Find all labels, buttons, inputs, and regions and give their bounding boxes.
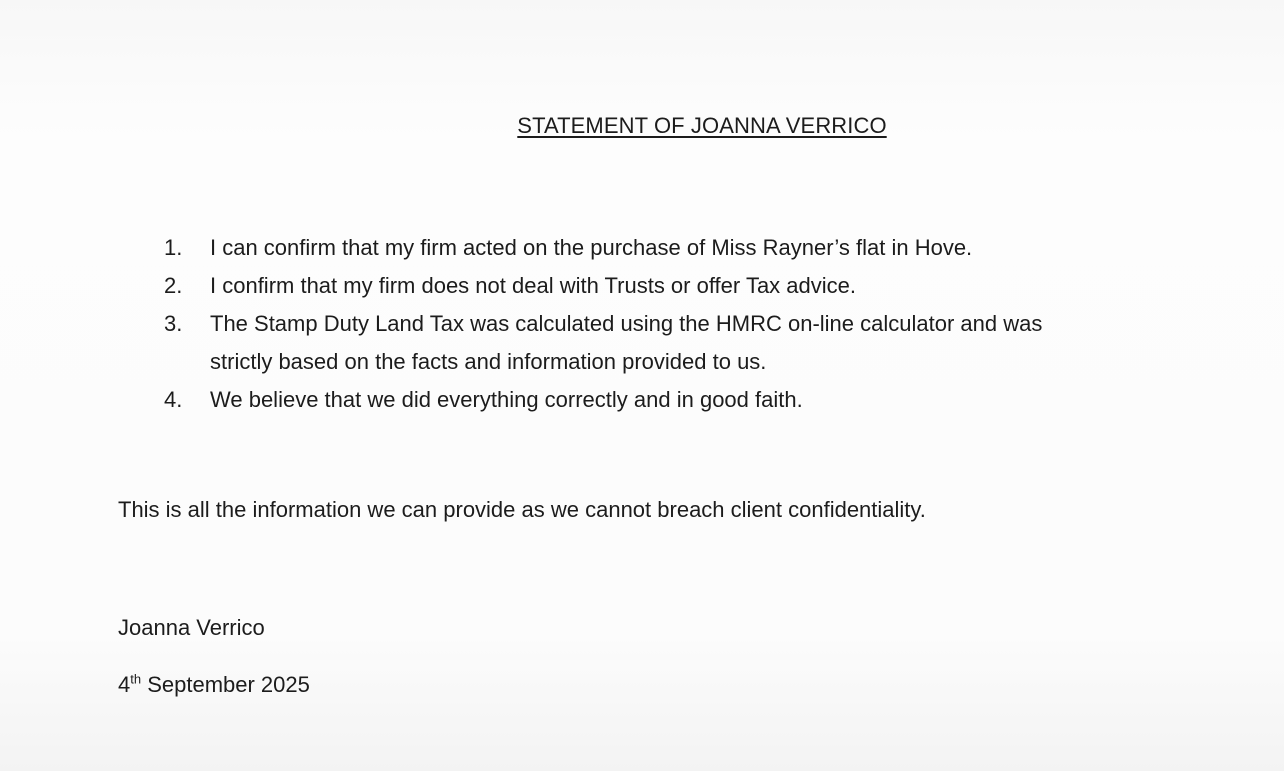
confidentiality-paragraph: This is all the information we can provide as we cannot breach client confidentiality. [118,497,926,522]
signature-name: Joanna Verrico [118,615,265,640]
date-day: 4 [118,672,131,697]
item-text: I confirm that my firm does not deal with Trusts or offer Tax advice. [210,273,857,298]
statement-item-4 [164,381,1224,419]
item-text-line-1: The Stamp Duty Land Tax was calculated using the HMRC on-line calculator and was [210,311,1043,336]
item-text: We believe that we did everything correctly and in good faith. [210,387,803,412]
date-rest: September 2025 [141,672,310,697]
item-text: I can confirm that my firm acted on the purchase of Miss Rayner’s flat in Hove. [210,235,973,260]
document-title: STATEMENT OF JOANNA VERRICO [517,113,887,138]
item-number: 3. [164,311,183,336]
item-text-line-2: strictly based on the facts and information provided to us. [210,349,767,374]
signature-date [118,671,310,699]
item-number: 2. [164,273,183,298]
statement-item-1 [164,229,1224,267]
date-ordinal-suffix: th [130,671,142,687]
item-number: 1. [164,235,183,260]
statement-item-2 [164,267,1224,305]
statement-list [164,229,1224,419]
item-number: 4. [164,387,183,412]
statement-item-3 [164,305,1224,381]
